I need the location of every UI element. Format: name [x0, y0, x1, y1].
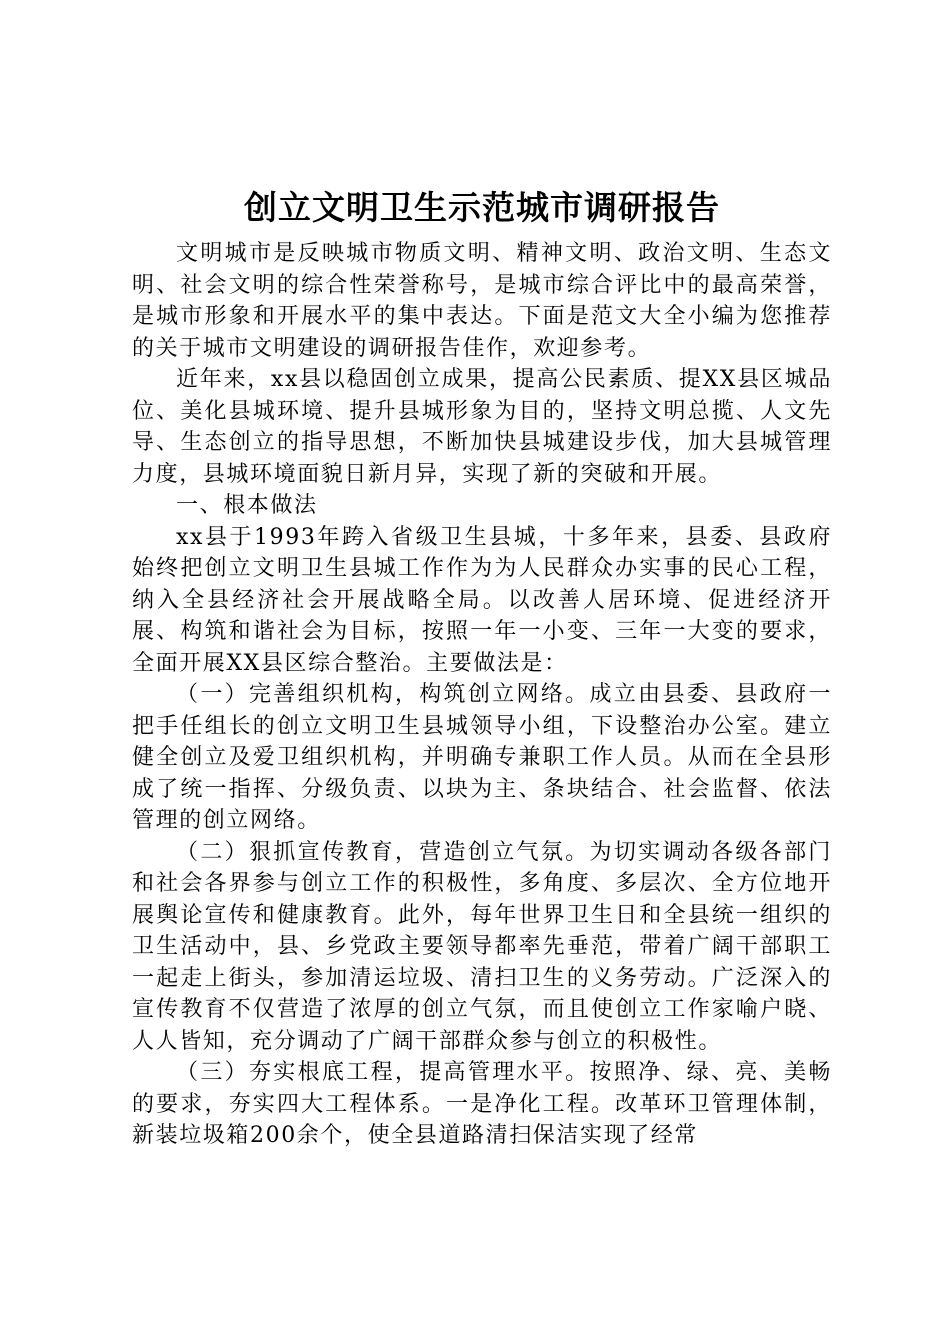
paragraph-item-3: （三）夯实根底工程，提高管理水平。按照净、绿、亮、美畅的要求，夯实四大工程体系。一是净化工程。改革环卫管理体制，新装垃圾箱200余个，使全县道路清扫保洁实现了经常 — [132, 1060, 832, 1148]
paragraph-item-1: （一）完善组织机构，构筑创立网络。成立由县委、县政府一把手任组长的创立文明卫生县城领导小组，下设整治办公室。建立健全创立及爱卫组织机构，并明确专兼职工作人员。从而在全县形成了统一指挥、分级负责、以块为主、条块结合、社会监督、依法管理的创立网络。 — [132, 682, 832, 833]
paragraph-item-2: （二）狠抓宣传教育，营造创立气氛。为切实调动各级各部门和社会各界参与创立工作的积极性，多角度、多层次、全方位地开展舆论宣传和健康教育。此外，每年世界卫生日和全县统一组织的卫生活动中，县、乡党政主要领导都率先垂范，带着广阔干部职工一起走上街头，参加清运垃圾、清扫卫生的义务劳动。广泛深入的宣传教育不仅营造了浓厚的创立气氛，而且使创立工作家喻户晓、人人皆知，充分调动了广阔干部群众参与创立的积极性。 — [132, 839, 832, 1054]
paragraph-intro: 文明城市是反映城市物质文明、精神文明、政治文明、生态文明、社会文明的综合性荣誉称号，是城市综合评比中的最高荣誉，是城市形象和开展水平的集中表达。下面是范文大全小编为您推荐的关于城市文明建设的调研报告佳作，欢迎参考。 — [132, 241, 832, 361]
document-title: 创立文明卫生示范城市调研报告 — [244, 188, 720, 227]
document-body — [132, 184, 832, 1152]
paragraph-practices-summary: xx县于1993年跨入省级卫生县城，十多年来，县委、县政府始终把创立文明卫生县城工作作为为人民群众办实事的民心工程，纳入全县经济社会开展战略全局。以改善人居环境、促进经济开展、构筑和谐社会为目标，按照一年一小变、三年一大变的要求，全面开展XX县区综合整治。主要做法是： — [132, 524, 832, 676]
paragraph-overview: 近年来，xx县以稳固创立成果，提高公民素质、提XX县区城品位、美化县城环境、提升县城形象为目的，坚持文明总揽、人文先导、生态创立的指导思想，不断加快县城建设步伐，加大县城管理力度，县城环境面貌日新月异，实现了新的突破和开展。 — [132, 367, 832, 487]
section-heading-basic-practices: 一、根本做法 — [176, 493, 318, 518]
